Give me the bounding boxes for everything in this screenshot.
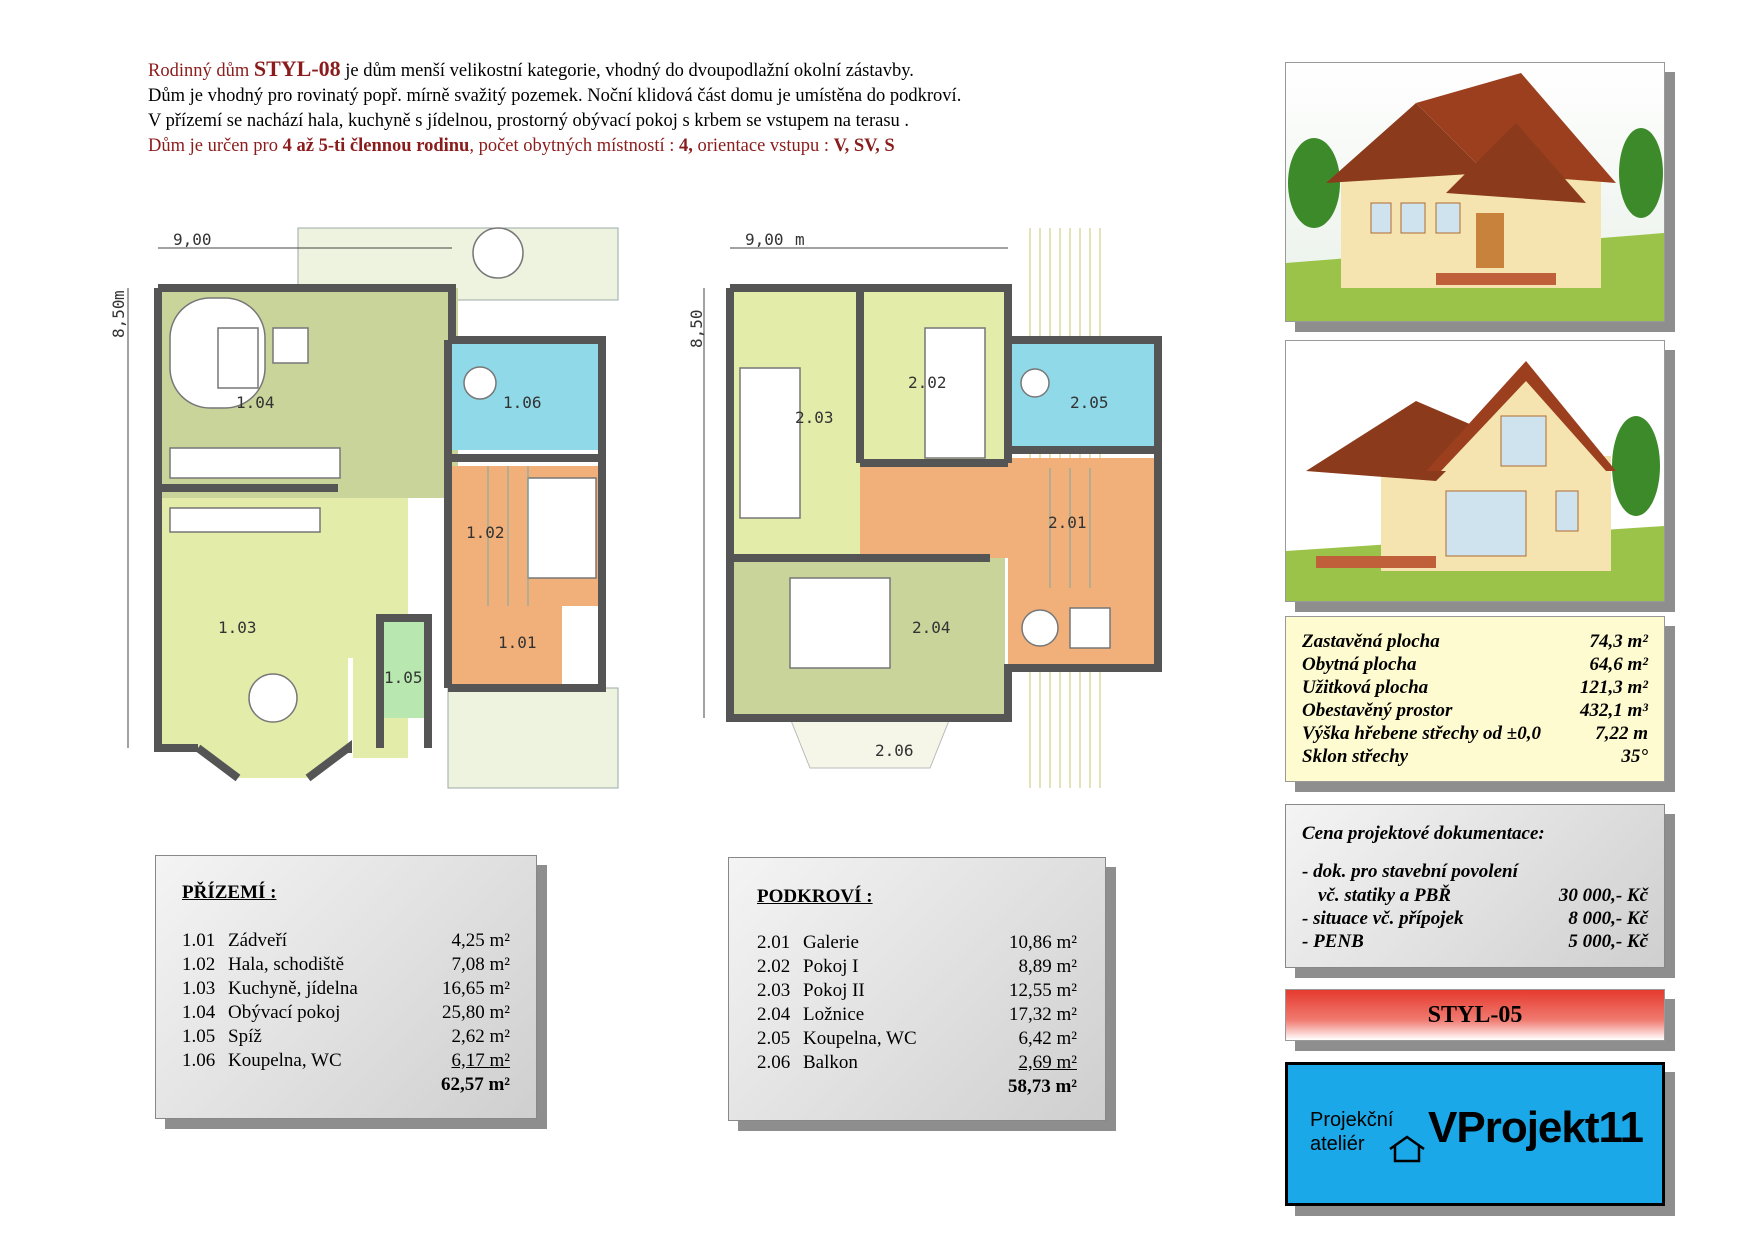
house-render-rear bbox=[1285, 340, 1665, 602]
ground-dim-height: 8,50 bbox=[109, 299, 128, 338]
room-2-06 bbox=[790, 718, 950, 768]
label-1-06: 1.06 bbox=[503, 393, 542, 412]
ground-table-title: PŘÍZEMÍ : bbox=[182, 882, 277, 903]
label-2-06: 2.06 bbox=[875, 741, 914, 760]
price-row: - PENB 5 000,- Kč bbox=[1302, 931, 1648, 952]
table-row: 1.06 Koupelna, WC 6,17 m² bbox=[182, 1050, 510, 1071]
label-1-01: 1.01 bbox=[498, 633, 537, 652]
intro-line-3: V přízemí se nachází hala, kuchyně s jídelnou, prostorný obývací pokoj s krbem se vstupem na terasu . bbox=[148, 111, 910, 131]
company-logo bbox=[1285, 1062, 1665, 1206]
ground-floor-plan bbox=[108, 208, 638, 798]
table-row: 2.03 Pokoj II 12,55 m² bbox=[757, 980, 1077, 1001]
price-title: Cena projektové dokumentace: bbox=[1302, 823, 1545, 844]
tree-icon bbox=[1619, 128, 1663, 218]
label-2-05: 2.05 bbox=[1070, 393, 1109, 412]
label-2-02: 2.02 bbox=[908, 373, 947, 392]
table-row: 2.01 Galerie 10,86 m² bbox=[757, 932, 1077, 953]
table-row: 2.04 Ložnice 17,32 m² bbox=[757, 1004, 1077, 1025]
table-total: 58,73 m² bbox=[1007, 1076, 1077, 1097]
attic-dim-width: 9,00 bbox=[745, 230, 784, 249]
attic-floor-plan bbox=[687, 208, 1210, 798]
table-row: 1.02 Hala, schodiště 7,08 m² bbox=[182, 954, 510, 975]
intro-text bbox=[148, 56, 1248, 159]
logo-brand: VProjekt11 bbox=[1428, 1103, 1644, 1152]
door bbox=[1476, 213, 1504, 268]
stat-row: Sklon střechy 35° bbox=[1302, 746, 1648, 767]
intro-line-1: Rodinný dům STYL-08 je dům menší velikostní kategorie, vhodný do dvoupodlažní okolní zástavby. bbox=[148, 56, 914, 81]
table-row: 2.06 Balkon 2,69 m² bbox=[757, 1052, 1077, 1073]
attic-dim-unit: m bbox=[795, 230, 805, 249]
dining-bay bbox=[158, 658, 348, 778]
ground-floor-table bbox=[155, 855, 537, 1119]
area-stats-box bbox=[1285, 616, 1665, 782]
logo-small-line-1: Projekční bbox=[1310, 1109, 1394, 1131]
ground-dim-width: 9,00 bbox=[173, 230, 212, 249]
table-row: 1.04 Obývací pokoj 25,80 m² bbox=[182, 1002, 510, 1023]
intro-line-4: Dům je určen pro 4 až 5-ti člennou rodinu, počet obytných místností : 4, orientace vstupu : V, SV, S bbox=[148, 136, 895, 156]
ground-dim-unit: m bbox=[109, 290, 128, 300]
house-render-front bbox=[1285, 62, 1665, 322]
price-box bbox=[1285, 804, 1665, 968]
attic-table-title: PODKROVÍ : bbox=[757, 886, 873, 907]
label-1-04: 1.04 bbox=[236, 393, 275, 412]
table-row: 1.03 Kuchyně, jídelna 16,65 m² bbox=[182, 978, 510, 999]
table-row: 1.05 Spíž 2,62 m² bbox=[182, 1026, 510, 1047]
stat-row: Zastavěná plocha 74,3 m² bbox=[1302, 631, 1648, 652]
table-row: 1.01 Zádveří 4,25 m² bbox=[182, 930, 510, 951]
price-row: vč. statiky a PBŘ 30 000,- Kč bbox=[1318, 885, 1648, 906]
label-2-03: 2.03 bbox=[795, 408, 834, 427]
stat-row: Užitková plocha 121,3 m² bbox=[1302, 677, 1648, 698]
price-item-1: - dok. pro stavební povolení bbox=[1302, 861, 1518, 882]
label-2-01: 2.01 bbox=[1048, 513, 1087, 532]
table-row: 2.05 Koupelna, WC 6,42 m² bbox=[757, 1028, 1077, 1049]
label-1-03: 1.03 bbox=[218, 618, 257, 637]
attic-dim-height: 8,50 bbox=[687, 309, 706, 348]
style-banner-text: STYL-05 bbox=[1427, 1002, 1523, 1028]
label-1-02: 1.02 bbox=[466, 523, 505, 542]
style-banner bbox=[1285, 989, 1665, 1041]
entry-terrace bbox=[448, 688, 618, 788]
house-outline-icon bbox=[1388, 1135, 1426, 1163]
stat-row: Obytná plocha 64,6 m² bbox=[1302, 654, 1648, 675]
price-row: - situace vč. přípojek 8 000,- Kč bbox=[1302, 908, 1648, 929]
intro-line-2: Dům je vhodný pro rovinatý popř. mírně svažitý pozemek. Noční klidová část domu je umístěna do podkroví. bbox=[148, 86, 962, 106]
tree-icon bbox=[1288, 138, 1340, 228]
tree-icon bbox=[1612, 416, 1660, 516]
logo-small-line-2: ateliér bbox=[1310, 1133, 1365, 1155]
stat-row: Výška hřebene střechy od ±0,0 7,22 m bbox=[1302, 723, 1648, 744]
attic-floor-table bbox=[728, 857, 1106, 1121]
label-1-05: 1.05 bbox=[384, 668, 423, 687]
label-2-04: 2.04 bbox=[912, 618, 951, 637]
table-total: 62,57 m² bbox=[440, 1074, 510, 1095]
stat-row: Obestavěný prostor 432,1 m³ bbox=[1302, 700, 1648, 721]
table-row: 2.02 Pokoj I 8,89 m² bbox=[757, 956, 1077, 977]
